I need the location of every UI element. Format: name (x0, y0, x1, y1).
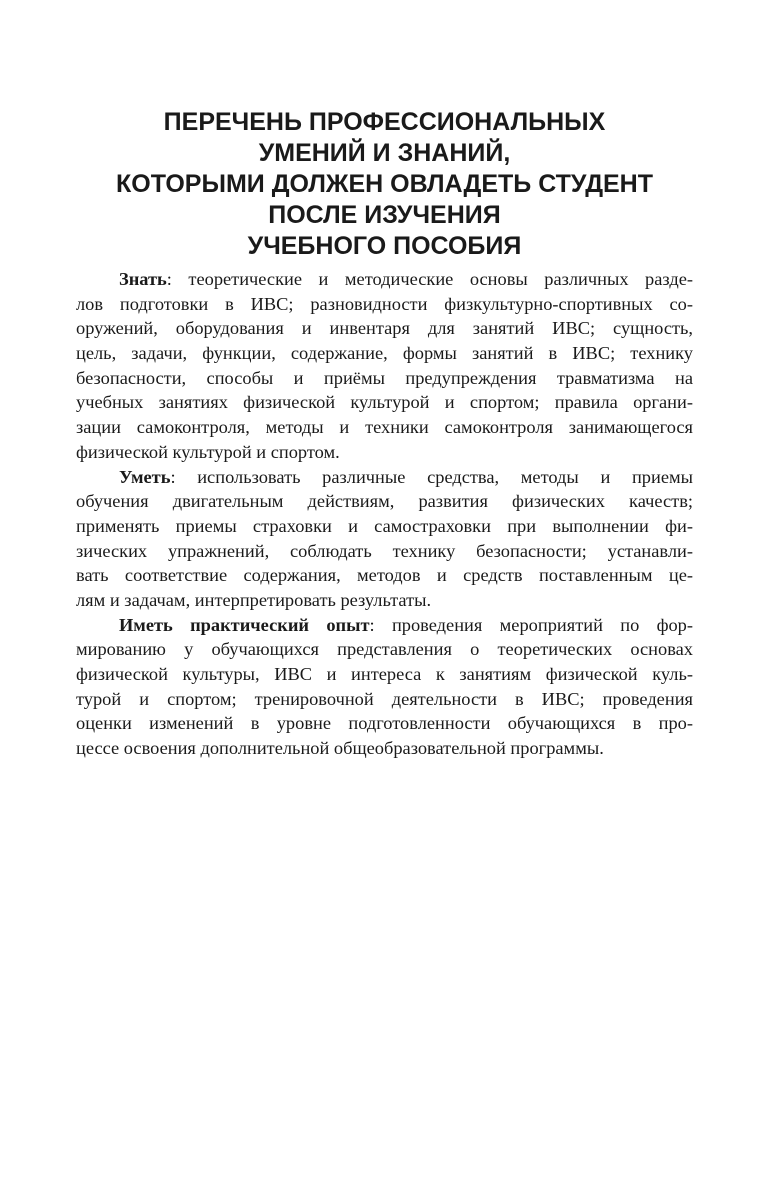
paragraph-know (76, 267, 693, 465)
paragraph-line: безопасности, способы и приёмы предупреждения травматизма на (76, 367, 693, 388)
paragraph-line (76, 613, 693, 638)
paragraph-line: зических упражнений, соблюдать технику безопасности; устанавли- (76, 540, 693, 561)
paragraph-line: оружений, оборудования и инвентаря для занятий ИВС; сущность, (76, 318, 693, 339)
paragraph-line: обучения двигательным действиям, развития физических качеств; (76, 491, 693, 512)
title-line-3: КОТОРЫМИ ДОЛЖЕН ОВЛАДЕТЬ СТУДЕНТ (116, 170, 653, 198)
term-skills: Уметь (119, 466, 171, 487)
paragraph-line: цель, задачи, функции, содержание, формы занятий в ИВС; технику (76, 343, 693, 364)
paragraph-skills (76, 465, 693, 613)
paragraph-line: зации самоконтроля, методы и техники самоконтроля занимающегося (76, 417, 693, 438)
paragraph-line: цессе освоения дополнительной общеобразовательной программы. (76, 738, 604, 759)
paragraph-line: применять приемы страховки и самостраховки при выполнении фи- (76, 515, 693, 536)
paragraph-line (76, 465, 693, 490)
paragraph-experience (76, 613, 693, 761)
term-experience: Иметь практический опыт (119, 614, 370, 635)
page-title (0, 107, 769, 262)
title-line-2: УМЕНИЙ И ЗНАНИЙ, (258, 139, 511, 167)
paragraph-line: мированию у обучающихся представления о теоретических основах (76, 639, 693, 660)
paragraph-line: турой и спортом; тренировочной деятельности в ИВС; проведения (76, 688, 693, 709)
paragraph-line-text: : проведения мероприятий по фор- (369, 614, 694, 635)
paragraph-line: лов подготовки в ИВС; разновидности физкультурно-спортивных со- (76, 293, 693, 314)
paragraph-line: физической культуры, ИВС и интереса к занятиям физической куль- (76, 664, 693, 684)
title-line-1: ПЕРЕЧЕНЬ ПРОФЕССИОНАЛЬНЫХ (163, 108, 606, 136)
title-line-5: УЧЕБНОГО ПОСОБИЯ (247, 232, 522, 260)
paragraph-line-text: : использовать различные средства, методы и приемы (170, 466, 693, 487)
term-know: Знать (119, 269, 167, 289)
paragraph-line: вать соответствие содержания, методов и средств поставленным це- (76, 565, 693, 586)
paragraph-line: лям и задачам, интерпретировать результаты. (76, 589, 432, 610)
paragraph-line: физической культурой и спортом. (76, 441, 340, 462)
paragraph-line: оценки изменений в уровне подготовленности обучающихся в про- (76, 713, 693, 734)
paragraph-line-text: : теоретические и методические основы различных разде- (166, 269, 693, 289)
paragraph-line: учебных занятиях физической культурой и спортом; правила органи- (76, 392, 693, 413)
paragraph-line (76, 267, 693, 292)
body-text (76, 267, 693, 761)
title-line-4: ПОСЛЕ ИЗУЧЕНИЯ (268, 201, 501, 229)
